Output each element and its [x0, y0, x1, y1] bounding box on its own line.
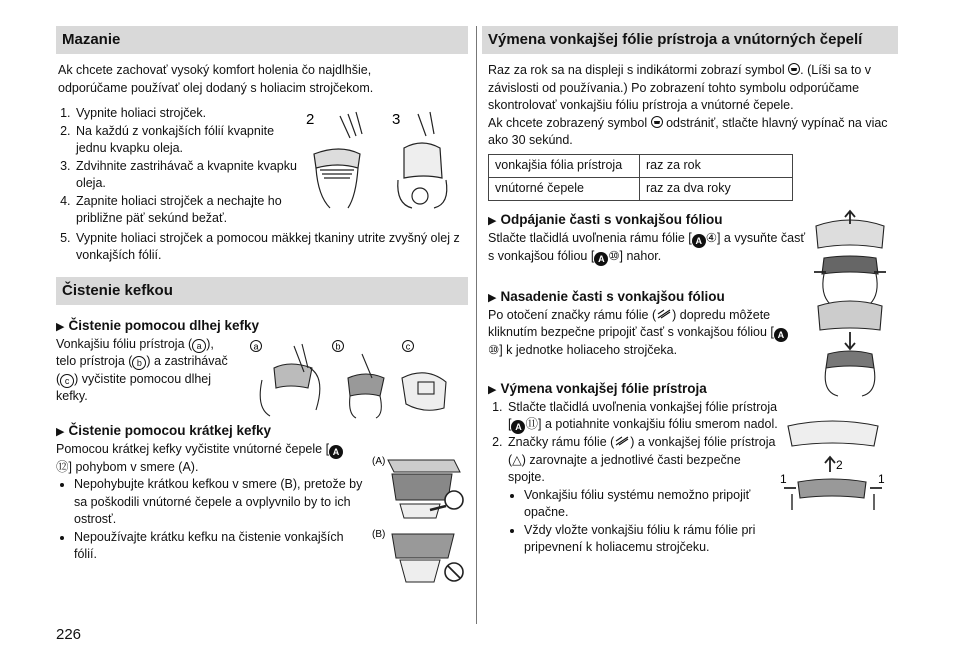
odpajanie-text: Stlačte tlačidlá uvoľnenia rámu fólie [ A ④] a vysuňte časť s vonkajšou fóliou [ A ⑩] nahor.	[488, 230, 806, 264]
fig-label-b: b	[335, 341, 341, 352]
triangle-right-icon: ▶	[488, 214, 497, 227]
table-cell: raz za dva roky	[640, 177, 793, 200]
list-item: • Nepoužívajte krátku kefku na čistenie vonkajších fólií.	[74, 529, 364, 564]
list-item: 4. Zapnite holiaci strojček a nechajte ho približne päť sekúnd bežať.	[74, 193, 306, 228]
section-heading-vymena: Výmena vonkajšej fólie prístroja a vnútorných čepelí	[482, 26, 898, 54]
short-brush-text: Pomocou krátkej kefky vyčistite vnútorné čepele [ A⑫] pohybom v smere (A).	[56, 441, 356, 477]
triangle-right-icon: ▶	[56, 425, 65, 438]
table-cell: raz za rok	[640, 154, 793, 177]
table-cell: vnútorné čepele	[489, 177, 640, 200]
subheading-odpajanie: ▶ Odpájanie časti s vonkajšou fóliou	[488, 211, 723, 227]
fig-label-B: (B)	[372, 529, 386, 540]
list-item: 1. Vypnite holiaci strojček.	[74, 105, 306, 123]
list-item: • Vždy vložte vonkajšiu fóliu k rámu fólie pri pripevnení k holiacemu strojčeku.	[524, 522, 780, 557]
short-brush-figure	[370, 454, 470, 594]
list-item: 2. Značky rámu fólie ( ) a vonkajšej fólie prístroja (△) zarovnajte a jednotlivé časti bezpečne spojte.	[506, 434, 778, 487]
frame-mark-icon	[614, 435, 630, 447]
fig-label-2: 2	[836, 458, 843, 472]
frame-mark-icon	[656, 308, 672, 320]
subheading-nasadenie: ▶ Nasadenie časti s vonkajšou fóliou	[488, 288, 725, 304]
foil-replace-figure	[778, 418, 888, 514]
mark-c: c	[60, 374, 74, 388]
fig-label-a: a	[253, 341, 259, 352]
mark-b: b	[132, 356, 146, 370]
page-number: 226	[56, 626, 82, 643]
column-divider	[476, 26, 477, 624]
subheading-vymena-folie: ▶ Výmena vonkajšej fólie prístroja	[488, 380, 707, 396]
replacement-table	[488, 154, 793, 201]
fig-label-1: 1	[780, 472, 787, 486]
long-brush-figure	[250, 338, 450, 420]
nasadenie-text: Po otočení značky rámu fólie ( ) dopredu môžete kliknutím bezpečne pripojiť časť s vonkajšou fóliou [ A⑩] k jednotke holiaceho strojčeka.	[488, 307, 788, 360]
detach-figure	[810, 208, 890, 398]
list-item: • Vonkajšiu fóliu systému nemožno pripojiť opačne.	[524, 487, 780, 522]
list-item: 3. Zdvihnite zastrihávač a kvapnite kvapku oleja.	[74, 158, 306, 193]
mazanie-steps-cont	[56, 230, 464, 265]
mazanie-intro: Ak chcete zachovať vysoký komfort holenia čo najdlhšie, odporúčame používať olej dodaný s holiacim strojčekom.	[58, 63, 374, 95]
fig-label-c: c	[405, 341, 411, 352]
vymena-intro: Raz za rok sa na displeji s indikátormi zobrazí symbol . (Líši sa to v závislosti od používania.) Po zobrazení tohto symbolu odporúčame skontrolovať vonkajšiu fóliu prístroja a vnútorné čepele.	[488, 63, 871, 112]
shaver-symbol-icon	[651, 116, 663, 128]
list-item: 2. Na každú z vonkajších fólií kvapnite jednu kvapku oleja.	[74, 123, 306, 158]
mark-a: a	[192, 339, 206, 353]
vymena-intro-2: Ak chcete zobrazený symbol odstrániť, stlačte hlavný vypínač na viac ako 30 sekúnd.	[488, 115, 888, 147]
table-row	[489, 154, 793, 177]
circled-a-icon: A	[594, 252, 608, 266]
triangle-mark: △	[512, 452, 522, 467]
subheading-short-brush: ▶ Čistenie pomocou krátkej kefky	[56, 422, 272, 438]
section-heading-cistenie: Čistenie kefkou	[56, 277, 468, 305]
table-row	[489, 177, 793, 200]
short-brush-bullets	[56, 476, 364, 564]
vymena-steps	[488, 399, 778, 487]
triangle-right-icon: ▶	[488, 291, 497, 304]
section-heading-mazanie: Mazanie	[56, 26, 468, 54]
list-item: 1. Stlačte tlačidlá uvoľnenia vonkajšej fólie prístroja [ A ⑪] a potiahnite vonkajšiu fóliu smerom nadol.	[506, 399, 778, 435]
list-item: 5. Vypnite holiaci strojček a pomocou mäkkej tkaniny utrite zvyšný olej z vonkajších fólií.	[74, 230, 464, 265]
circled-a-icon: A	[774, 328, 788, 342]
circled-a-icon: A	[329, 445, 343, 459]
triangle-right-icon: ▶	[488, 383, 497, 396]
fig-label-3: 3	[392, 111, 401, 128]
fig-label-1: 1	[878, 472, 885, 486]
shaver-symbol-icon	[788, 63, 800, 75]
fig-label-2: 2	[306, 111, 315, 128]
triangle-right-icon: ▶	[56, 320, 65, 333]
oil-figure	[300, 108, 470, 210]
circled-a-icon: A	[511, 420, 525, 434]
list-item: • Nepohybujte krátkou kefkou v smere (B), pretože by sa poškodili vnútorné čepele a ovplyvnilo by to ich ostrosť.	[74, 476, 364, 529]
circled-a-icon: A	[692, 234, 706, 248]
vymena-bullets	[506, 487, 780, 557]
table-cell: vonkajšia fólia prístroja	[489, 154, 640, 177]
fig-label-A: (A)	[372, 456, 386, 467]
mazanie-steps	[56, 105, 306, 228]
long-brush-text: Vonkajšiu fóliu prístroja ( a ), telo prístroja ( b ) a zastrihávač ( c ) vyčistite pomocou dlhej kefky.	[56, 336, 228, 403]
subheading-long-brush: ▶ Čistenie pomocou dlhej kefky	[56, 317, 260, 333]
